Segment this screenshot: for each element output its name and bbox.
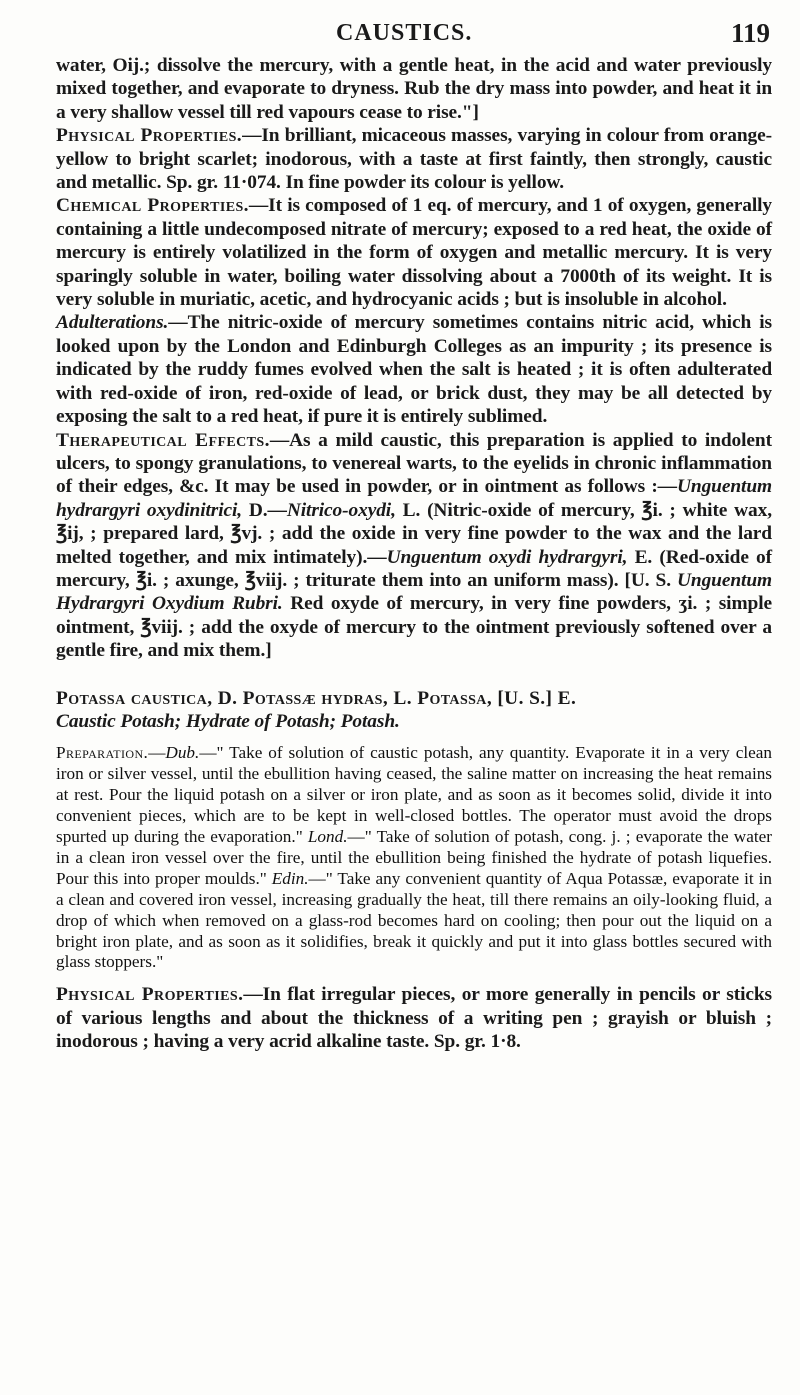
- paragraph-text: —In brilliant, micaceous masses, varying in colour from orange-yellow to bright scarlet; inodorous, with a taste at first faintly, then strongly, caustic and metallic. Sp. gr. 11·074. In fine powder its colour is yellow.: [56, 125, 772, 194]
- source-label: Edin.: [271, 868, 309, 888]
- section-gap: [56, 663, 772, 687]
- paragraph-text: —" Take of solution of potash, cong. j. ; evaporate the water in a clean iron vessel over the fire, until the ebullition being finished the hydrate of potash liquefies. Pour this into proper moulds.": [56, 827, 772, 888]
- section-label: Physical Properties.: [56, 125, 243, 147]
- paragraph-chemical-properties: [56, 194, 772, 311]
- section-label: Preparation.: [56, 743, 149, 763]
- section-gap: [56, 973, 772, 983]
- formula-name: Nitrico-oxydi,: [286, 499, 396, 521]
- paragraph-physical-properties: [56, 124, 772, 194]
- source-label: Dub.: [165, 743, 200, 763]
- entry-heading: [56, 687, 772, 710]
- entry-synonyms: Caustic Potash; Hydrate of Potash; Potash.: [56, 710, 400, 732]
- paragraph-adulterations: [56, 311, 772, 428]
- paragraph-therapeutical-effects: [56, 429, 772, 663]
- paragraph-text: D.—: [242, 499, 287, 521]
- section-label: Physical Properties.: [56, 984, 244, 1006]
- paragraph-preparation: [56, 743, 772, 973]
- section-label: Therapeutical Effects.: [56, 429, 270, 451]
- running-title: CAUSTICS.: [336, 20, 473, 46]
- paragraph-text: Red oxyde of mercury, in very fine powders, ʒi. ; simple ointment, ℥viij. ; add the oxyde of mercury to the ointment previously softened over a gentle fire, and mix them.]: [56, 593, 772, 662]
- paragraph-physical-properties-potash: [56, 983, 772, 1053]
- section-label: Adulterations.: [56, 312, 169, 334]
- section-label: Chemical Properties.: [56, 195, 249, 217]
- paragraph-text: —As a mild caustic, this preparation is applied to indolent ulcers, to spongy granulations, to venereal warts, to the eyelids in chronic inflammation of their edges, &c. It may be used in powder, or in ointment as follows :—: [56, 429, 772, 498]
- section-gap: [56, 733, 772, 743]
- paragraph-text: —The nitric-oxide of mercury sometimes contains nitric acid, which is looked upon by the London and Edinburgh Colleges as an impurity ; its presence is indicated by the ruddy fumes evolved when the salt is heated ; it is often adulterated with red-oxide of iron, red-oxide of lead, or brick dust, they may be all detected by exposing the salt to a red heat, if pure it is entirely sublimed.: [56, 312, 772, 428]
- paragraph-text: —In flat irregular pieces, or more generally in pencils or sticks of various lengths and about the thickness of a writing pen ; grayish or bluish ; inodorous ; having a very acrid alkaline taste. Sp. gr. 1·8.: [56, 984, 772, 1053]
- source-label: Lond.: [307, 827, 348, 846]
- paragraph-text: —: [148, 743, 166, 763]
- formula-name: Unguentum oxydi hydrargyri,: [386, 546, 628, 568]
- paragraph-text: —It is composed of 1 eq. of mercury, and 1 of oxygen, generally containing a little undecomposed nitrate of mercury; exposed to a red heat, the oxide of mercury is entirely volatilized in the form of oxygen and metallic mercury. It is very sparingly soluble in water, boiling water dissolving about a 7000th of its weight. It is very soluble in muriatic, acetic, and hydrocyanic acids ; but is insoluble in alcohol.: [56, 195, 772, 311]
- running-head: [56, 18, 772, 54]
- page-number: 119: [730, 18, 770, 48]
- paragraph-text: L. (Nitric-oxide of mercury, ℥i. ; white wax, ℥ij, ; prepared lard, ℥vj. ; add the oxide in very fine powder to the wax and the lard melted together, and mix intimately).—: [56, 499, 772, 568]
- book-page: [56, 18, 772, 1054]
- entry-heading-names: Potassa caustica, D. Potassæ hydras, L. Potassa, [U. S.] E.: [56, 687, 577, 709]
- paragraph-text: —" Take any convenient quantity of Aqua Potassæ, evaporate it in a clean and covered iron vessel, increasing gradually the heat, till there remains an oily-looking fluid, a drop of which when removed on a glass-rod becomes hard on cooling; then pour out the liquid on a bright iron plate, and as soon as it solidifies, break it quickly and put it into glass bottles secured with glass stoppers.": [56, 868, 772, 972]
- formula-name: Unguentum hydrargyri oxydinitrici,: [56, 476, 772, 521]
- paragraph-text: —" Take of solution of caustic potash, any quantity. Evaporate it in a very clean iron or silver vessel, until the ebullition having ceased, the saline matter on increasing the heat remains at rest. Pour the liquid potash on a silver or iron plate, and as soon as it becomes solid, divide it into convenient pieces, which are to be kept in well-closed bottles. The operator must avoid the drops spurted up during the evaporation.": [56, 743, 772, 846]
- formula-name: Unguentum Hydrargyri Oxydium Rubri.: [56, 569, 772, 615]
- paragraph-continuation: [56, 54, 772, 124]
- entry-subheading: [56, 710, 772, 733]
- paragraph-text: E. (Red-oxide of mercury, ℥i. ; axunge, ℥viij. ; triturate them into an uniform mass). [U. S.: [56, 546, 772, 591]
- paragraph-text: water, Oij.; dissolve the mercury, with a gentle heat, in the acid and water previously mixed together, and evaporate to dryness. Rub the dry mass into powder, and heat it in a very shallow vessel till red vapours cease to rise."]: [56, 55, 772, 123]
